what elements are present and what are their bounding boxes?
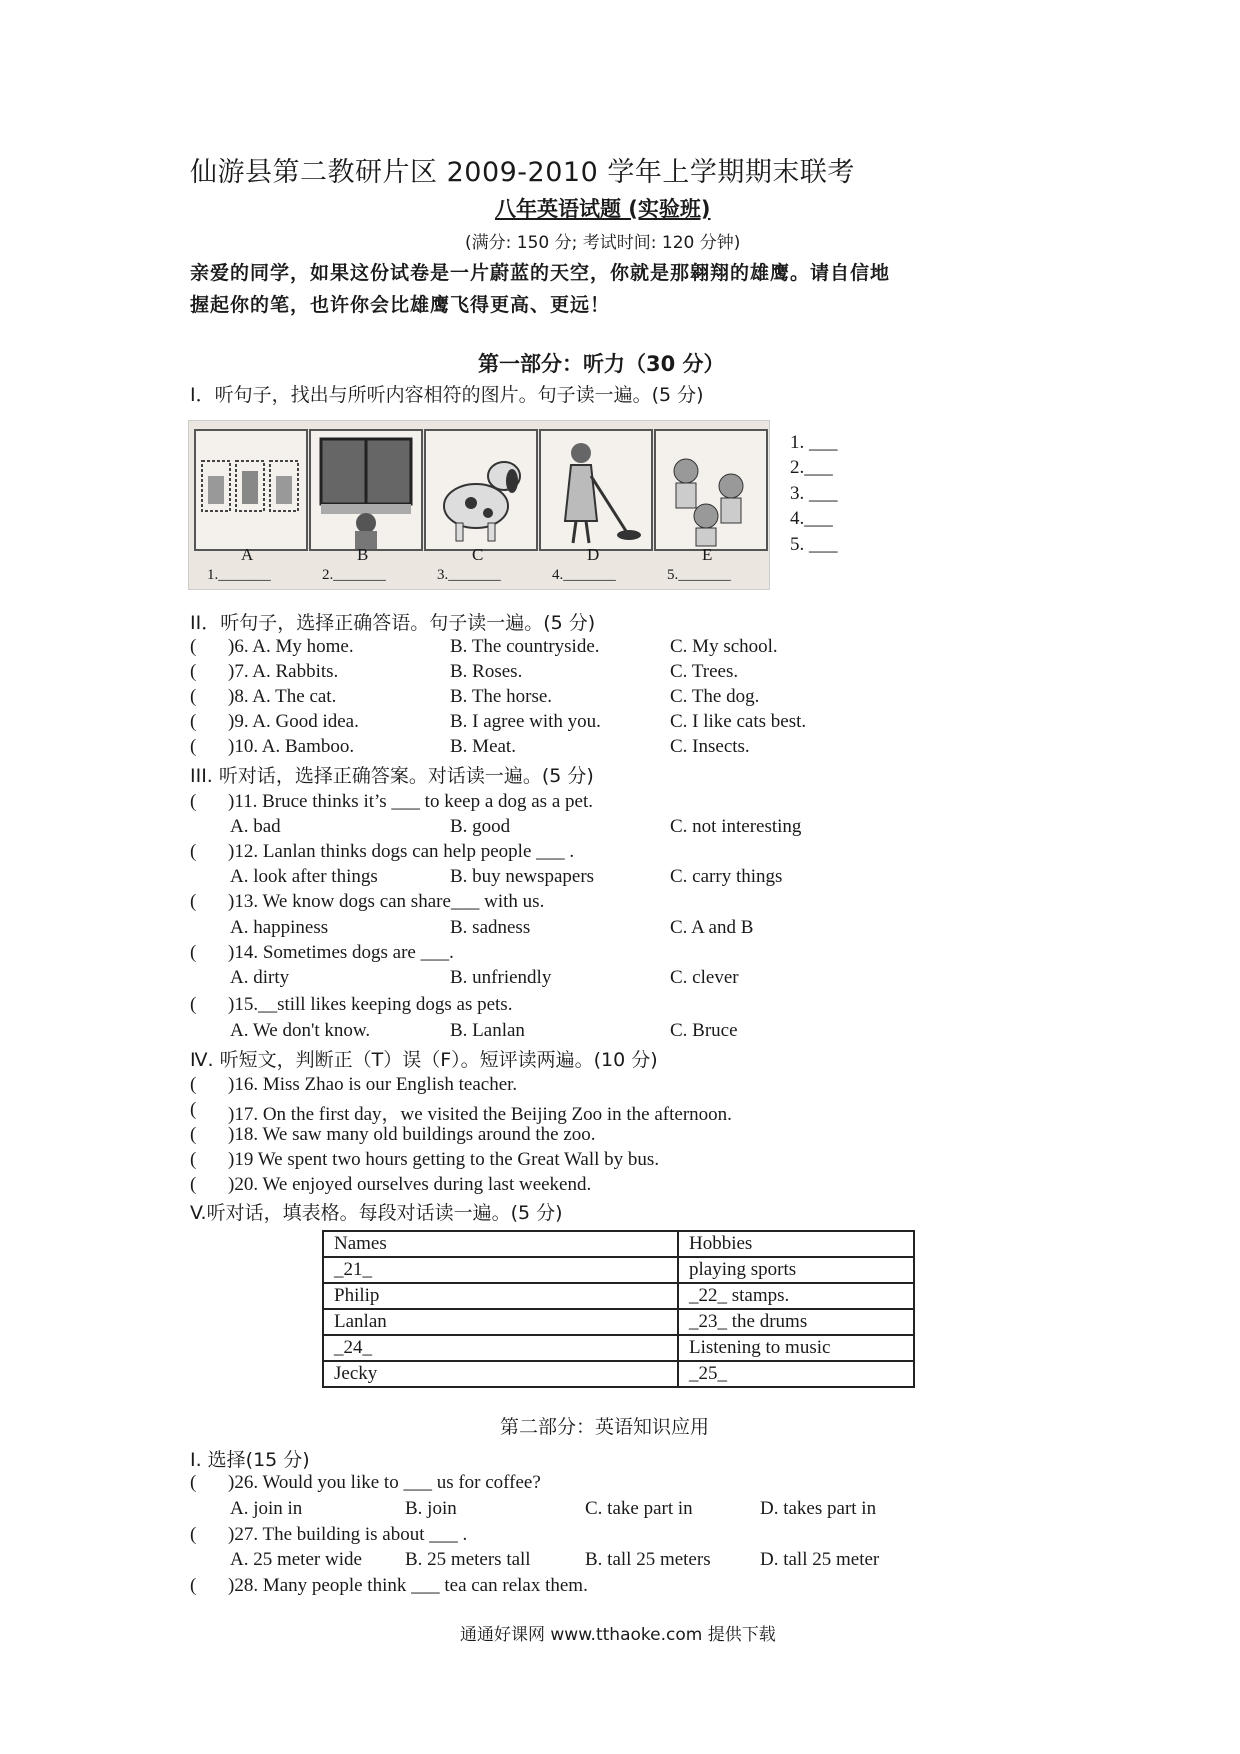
answer-paren[interactable]: ( (190, 1124, 197, 1145)
answer-paren[interactable]: ( (190, 1472, 197, 1493)
table-cell: Jecky (323, 1361, 678, 1387)
table-cell[interactable]: _21_ (323, 1257, 678, 1283)
table-cell[interactable]: _25_ (678, 1361, 914, 1387)
answer-paren[interactable]: ( (190, 686, 197, 707)
table-cell: playing sports (678, 1257, 914, 1283)
picture-strip (188, 420, 770, 590)
part1-heading: 第一部分：听力（30 分） (478, 352, 725, 376)
exam-title: 仙游县第二教研片区 2009-2010 学年上学期期末联考 (190, 157, 855, 188)
picture-blank-2: 2._______ (322, 567, 386, 583)
answer-paren[interactable]: ( (190, 891, 197, 912)
table-cell[interactable]: _22_ stamps. (678, 1283, 914, 1309)
picture-blank-1: 1._______ (207, 567, 271, 583)
dog-picture (424, 429, 538, 551)
answer-paren[interactable]: ( (190, 1575, 197, 1596)
page-footer: 通通好课网 www.tthaoke.com 提供下载 (460, 1625, 776, 1645)
answer-blank-3[interactable]: 3. ___ (790, 483, 838, 504)
exam-score-info: (满分: 150 分; 考试时间: 120 分钟) (465, 233, 741, 253)
part2-heading: 第二部分：英语知识应用 (500, 1416, 710, 1438)
answer-paren[interactable]: ( (190, 1524, 197, 1545)
answer-paren[interactable]: ( (190, 942, 197, 963)
answer-paren[interactable]: ( (190, 1099, 197, 1120)
children-playing-picture (654, 429, 768, 551)
hobbies-table (322, 1230, 915, 1388)
section4-title: Ⅳ. 听短文，判断正（T）误（F）。短评读两遍。(10 分) (190, 1049, 658, 1071)
section2-title: II．听句子，选择正确答语。句子读一遍。(5 分) (190, 612, 596, 634)
answer-paren[interactable]: ( (190, 841, 197, 862)
picture-label-b: B (357, 545, 369, 564)
table-row (323, 1309, 914, 1335)
answer-blank-4[interactable]: 4.___ (790, 508, 833, 529)
table-cell: Names (323, 1231, 678, 1257)
boy-window-picture (309, 429, 423, 551)
table-cell: Lanlan (323, 1309, 678, 1335)
section1-title: I．听句子，找出与所听内容相符的图片。句子读一遍。(5 分) (190, 384, 704, 406)
woman-sweeping-picture (539, 429, 653, 551)
table-cell: Listening to music (678, 1335, 914, 1361)
table-row (323, 1231, 914, 1257)
exam-subtitle: 八年英语试题 (实验班) (495, 197, 711, 221)
section3-title: III. 听对话，选择正确答案。对话读一遍。(5 分) (190, 765, 594, 787)
picture-blank-5: 5._______ (667, 567, 731, 583)
answer-blank-1[interactable]: 1. ___ (790, 432, 838, 453)
answer-paren[interactable]: ( (190, 1074, 197, 1095)
picture-blank-3: 3._______ (437, 567, 501, 583)
intro-line-1: 亲爱的同学，如果这份试卷是一片蔚蓝的天空，你就是那翱翔的雄鹰。请自信地 (190, 262, 891, 284)
table-row (323, 1257, 914, 1283)
table-cell[interactable]: _23_ the drums (678, 1309, 914, 1335)
stamps-picture (194, 429, 308, 551)
picture-label-e: E (702, 545, 713, 564)
answer-paren[interactable]: ( (190, 661, 197, 682)
table-cell: Philip (323, 1283, 678, 1309)
table-row (323, 1335, 914, 1361)
answer-paren[interactable]: ( (190, 711, 197, 732)
part2-section1-title: I. 选择(15 分) (190, 1449, 310, 1471)
section5-title: V.听对话，填表格。每段对话读一遍。(5 分) (190, 1202, 563, 1224)
answer-paren[interactable]: ( (190, 636, 197, 657)
picture-label-c: C (472, 545, 484, 564)
picture-label-a: A (241, 545, 254, 564)
answer-blank-2[interactable]: 2.___ (790, 457, 833, 478)
intro-line-2: 握起你的笔，也许你会比雄鹰飞得更高、更远！ (190, 294, 611, 316)
table-cell: Hobbies (678, 1231, 914, 1257)
answer-paren[interactable]: ( (190, 1149, 197, 1170)
answer-paren[interactable]: ( (190, 1174, 197, 1195)
picture-blank-4: 4._______ (552, 567, 616, 583)
table-row (323, 1361, 914, 1387)
answer-paren[interactable]: ( (190, 736, 197, 757)
answer-blank-5[interactable]: 5. ___ (790, 534, 838, 555)
answer-paren[interactable]: ( (190, 994, 197, 1015)
picture-label-d: D (587, 545, 600, 564)
table-row (323, 1283, 914, 1309)
answer-paren[interactable]: ( (190, 791, 197, 812)
table-cell[interactable]: _24_ (323, 1335, 678, 1361)
